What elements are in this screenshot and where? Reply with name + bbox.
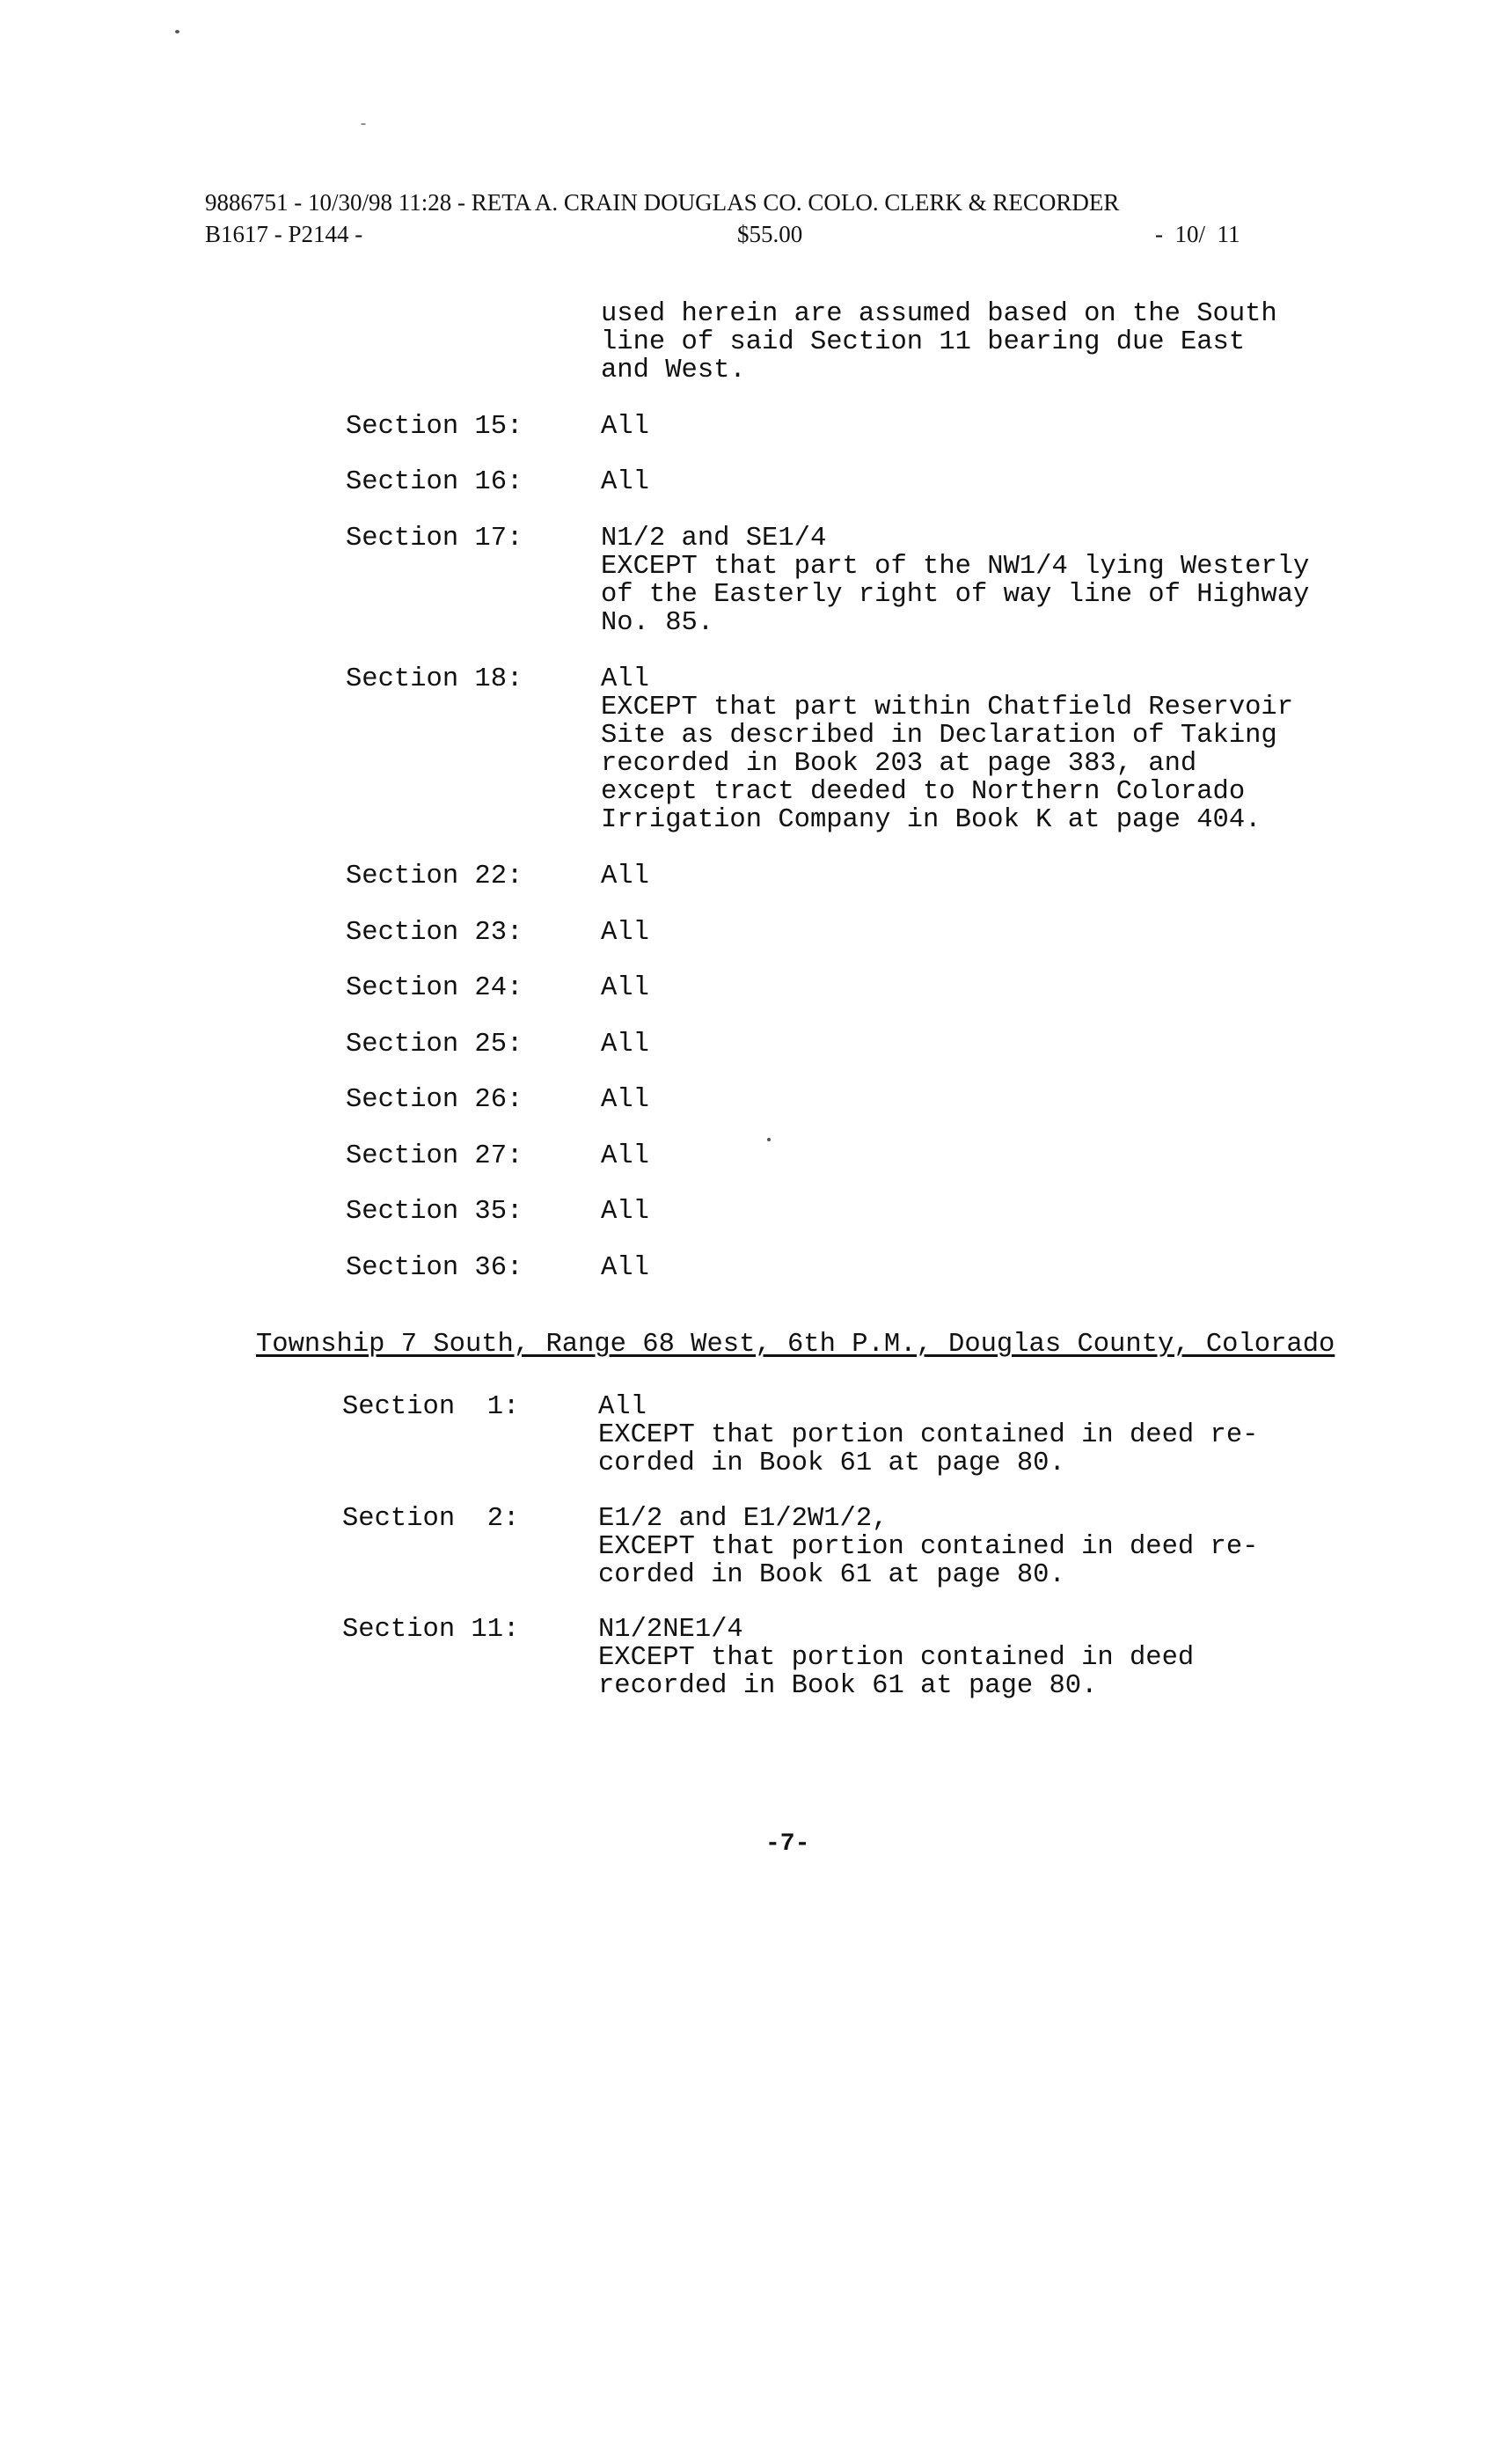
page-count: - 10/ 11: [1155, 221, 1240, 247]
section-description: All: [601, 1030, 649, 1060]
section-label: Section 35:: [346, 1197, 523, 1227]
header-line-1: [205, 187, 1340, 218]
recording-fee: $55.00: [737, 221, 803, 247]
recorder-header: [205, 187, 1340, 250]
section-description: N1/2 and SE1/4 EXCEPT that part of the NW1/4 lying Westerly of the Easterly right of way line of Highway No. 85.: [601, 524, 1310, 638]
section-label: Section 23:: [346, 918, 523, 948]
section-label: Section 17:: [346, 524, 523, 554]
section-description: All: [601, 1085, 649, 1115]
page-number: -7-: [765, 1830, 810, 1858]
section-label: Section 22:: [346, 862, 523, 891]
section-label: Section 11:: [342, 1615, 520, 1645]
scan-speck: [767, 1138, 771, 1141]
section-description: All EXCEPT that part within Chatfield Reservoir Site as described in Declaration of Taking recorded in Book 203 at page 383, and except tract deeded to Northern Colorado Irrigation Company in Book K at page 404.: [601, 664, 1294, 835]
header-line-2: [205, 218, 1340, 250]
section-label: Section 27:: [346, 1141, 523, 1171]
scan-speck: [175, 30, 179, 33]
section-description: All: [601, 1197, 649, 1227]
section-description: All: [601, 973, 649, 1003]
section-label: Section 25:: [346, 1030, 523, 1060]
section-label: Section 2:: [342, 1504, 520, 1534]
section-label: Section 1:: [342, 1392, 520, 1422]
section-label: Section 24:: [346, 973, 523, 1003]
book-page-ref: B1617 - P2144 -: [205, 221, 363, 247]
section-description: All: [601, 412, 649, 442]
section-description: All: [601, 467, 649, 497]
section-label: Section 18:: [346, 664, 523, 694]
section-description: All: [601, 1141, 649, 1171]
section-description: All: [601, 918, 649, 948]
section-label: Section 26:: [346, 1085, 523, 1115]
section-label: Section 36:: [346, 1253, 523, 1283]
section-label: Section 15:: [346, 412, 523, 442]
recording-stamp: 9886751 - 10/30/98 11:28 - RETA A. CRAIN DOUGLAS CO. COLO. CLERK & RECORDER: [205, 189, 1120, 216]
section-description: N1/2NE1/4 EXCEPT that portion contained in deed recorded in Book 61 at page 80.: [598, 1615, 1195, 1701]
township-heading: Township 7 South, Range 68 West, 6th P.M., Douglas County, Colorado: [256, 1330, 1335, 1360]
section-description: All: [601, 1253, 649, 1283]
section-description: All EXCEPT that portion contained in deed re- corded in Book 61 at page 80.: [598, 1392, 1259, 1478]
section-label: Section 16:: [346, 467, 523, 497]
section-description: All: [601, 862, 649, 891]
section-description: E1/2 and E1/2W1/2, EXCEPT that portion contained in deed re- corded in Book 61 at page 80.: [598, 1504, 1259, 1590]
intro-paragraph: used herein are assumed based on the South line of said Section 11 bearing due East and West.: [601, 299, 1277, 385]
scan-speck: [361, 123, 366, 125]
